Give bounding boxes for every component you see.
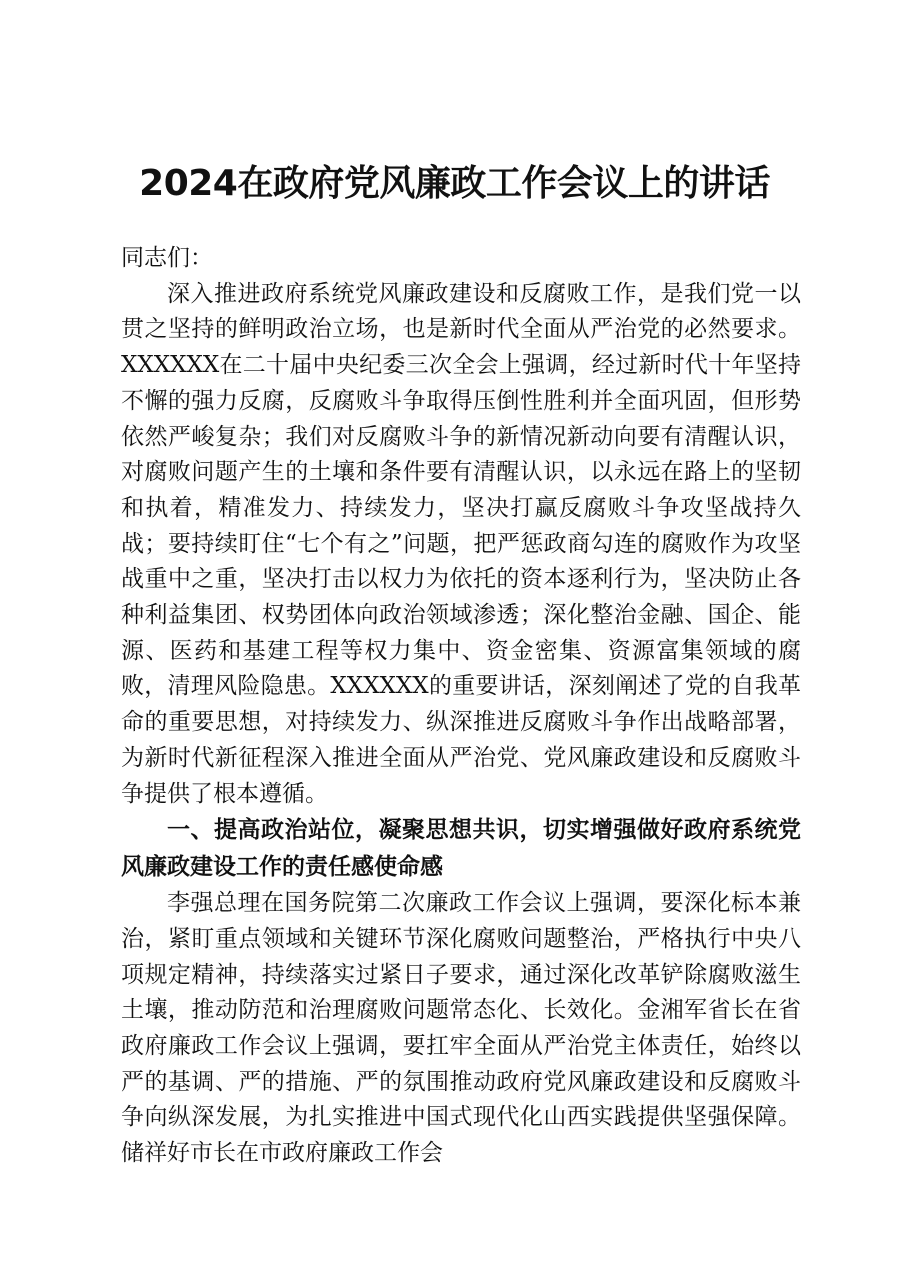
document-body [121,241,801,1172]
intro-paragraph: 深入推进政府系统党风廉政建设和反腐败工作，是我们党一以贯之坚持的鲜明政治立场，也是新时代全面从严治党的必然要求。XXXXXX在二十届中央纪委三次全会上强调，经过新时代十年坚持不懈的强力反腐，反腐败斗争取得压倒性胜利并全面巩固，但形势依然严峻复杂；我们对反腐败斗争的新情况新动向要有清醒认识，对腐败问题产生的土壤和条件要有清醒认识，以永远在路上的坚韧和执着，精准发力、持续发力，坚决打赢反腐败斗争攻坚战持久战；要持续盯住“七个有之”问题，把严惩政商勾连的腐败作为攻坚战重中之重，坚决打击以权力为依托的资本逐利行为，坚决防止各种利益集团、权势团体向政治领域渗透；深化整治金融、国企、能源、医药和基建工程等权力集中、资金密集、资源富集领域的腐败，清理风险隐患。XXXXXX的重要讲话，深刻阐述了党的自我革命的重要思想，对持续发力、纵深推进反腐败斗争作出战略部署，为新时代新征程深入推进全面从严治党、党风廉政建设和反腐败斗争提供了根本遵循。 [121,280,801,807]
document-title: 2024在政府党风廉政工作会议上的讲话 [139,163,770,204]
section-heading: 一、提高政治站位，凝聚思想共识，切实增强做好政府系统党风廉政建设工作的责任感使命感 [121,817,801,881]
section-paragraph: 李强总理在国务院第二次廉政工作会议上强调，要深化标本兼治，紧盯重点领域和关键环节深化腐败问题整治，严格执行中央八项规定精神，持续落实过紧日子要求，通过深化改革铲除腐败滋生土壤，推动防范和治理腐败问题常态化、长效化。金湘军省长在省政府廉政工作会议上强调，要扛牢全面从严治党主体责任，始终以严的基调、严的措施、严的氛围推动政府党风廉政建设和反腐败斗争向纵深发展，为扎实推进中国式现代化山西实践提供坚强保障。储祥好市长在市政府廉政工作会 [121,890,801,1167]
salutation: 同志们： [121,245,213,271]
